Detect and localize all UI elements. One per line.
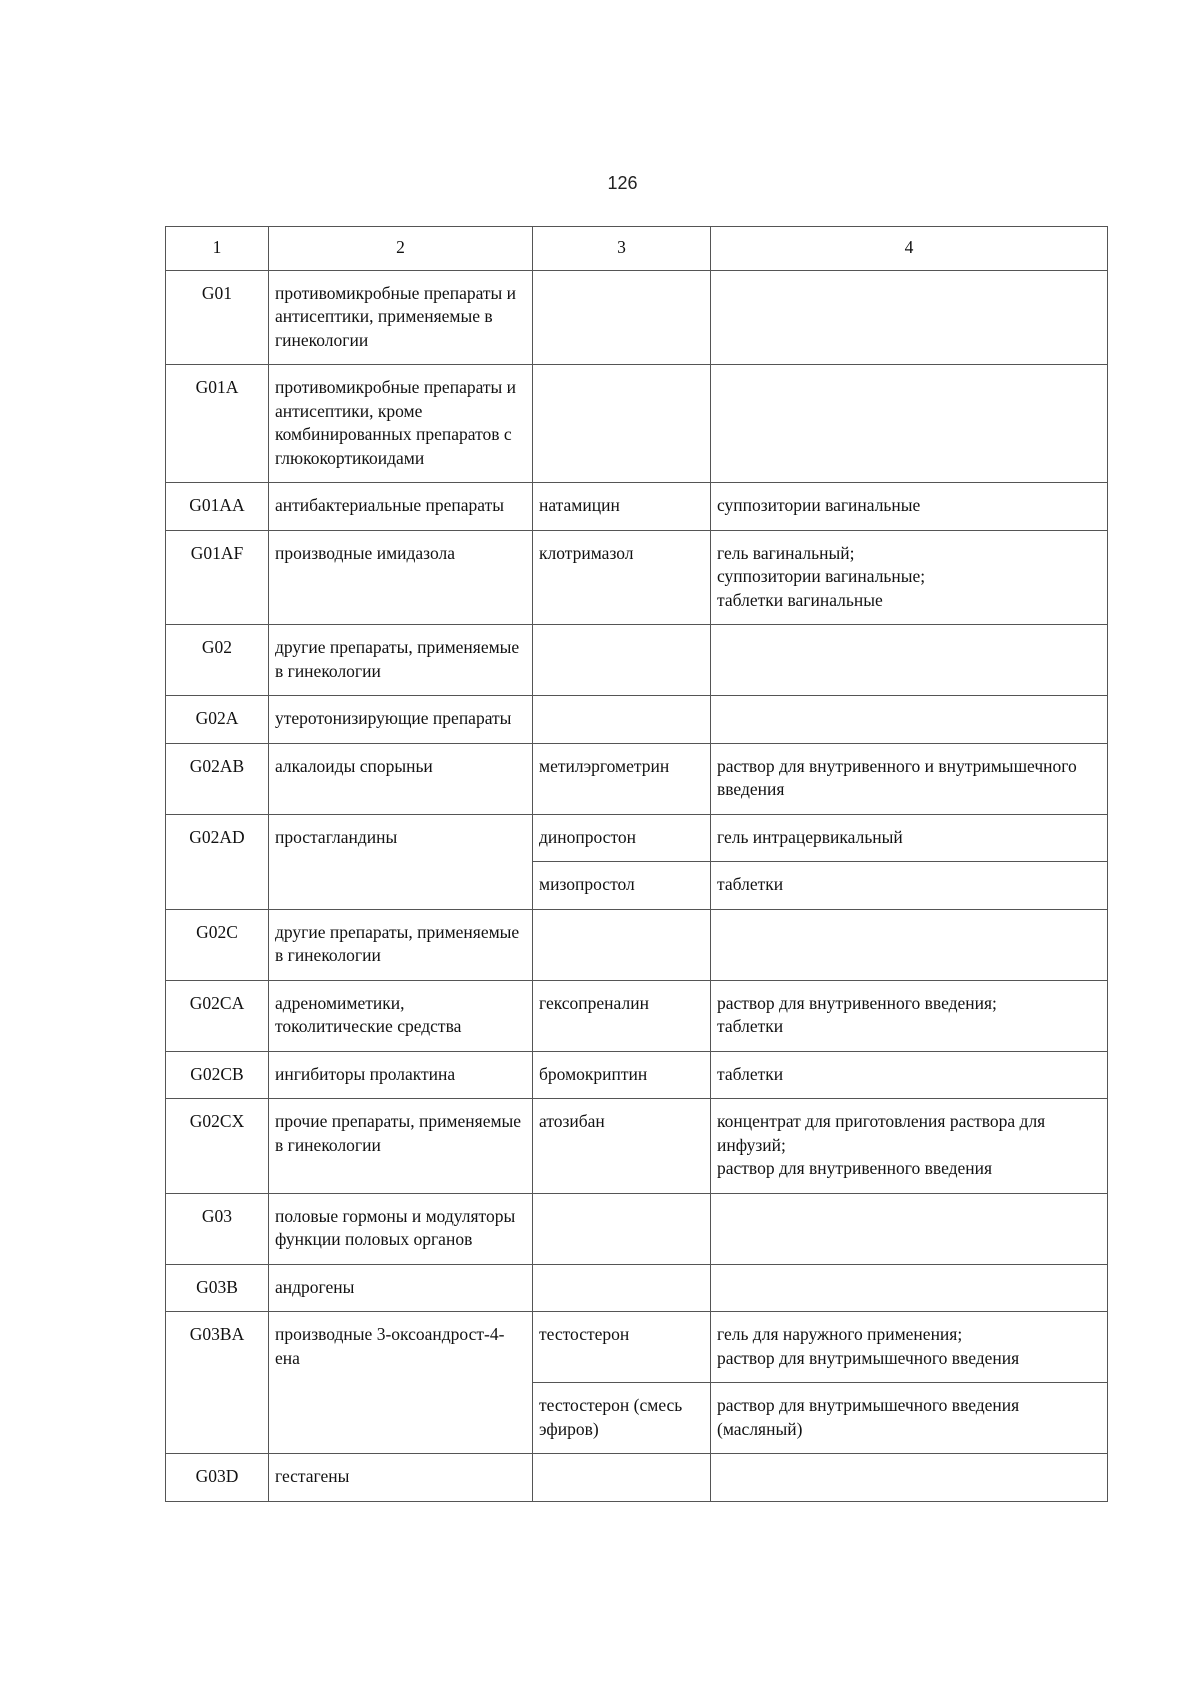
drug-name-cell [533, 909, 711, 980]
dosage-form-cell [711, 862, 1108, 910]
atc-code-cell: G02AB [166, 743, 269, 814]
table-body [166, 270, 1108, 1501]
anatomical-group-cell: утеротонизирующие препараты [269, 696, 533, 744]
table-row [166, 1051, 1108, 1099]
dosage-form-line: гель вагинальный; [717, 542, 855, 563]
anatomical-group-cell: производные имидазола [269, 530, 533, 625]
table-row [166, 530, 1108, 625]
dosage-form-cell [711, 1383, 1108, 1454]
dosage-form-line: раствор для внутримышечного введения [717, 1347, 1020, 1368]
atc-code-cell: G01 [166, 270, 269, 365]
drug-name-cell: атозибан [533, 1099, 711, 1194]
dosage-form-line: концентрат для приготовления раствора для инфузий; [717, 1111, 1046, 1155]
dosage-form-line: раствор для внутривенного введения; [717, 992, 997, 1013]
table-row [166, 365, 1108, 483]
drug-name-cell: тестостерон (смесь эфиров) [533, 1383, 711, 1454]
table-header [166, 227, 1108, 271]
dosage-form-line: таблетки [717, 874, 784, 894]
header-col-2: 2 [269, 227, 533, 271]
anatomical-group-cell: другие препараты, применяемые в гинекологии [269, 625, 533, 696]
header-col-3: 3 [533, 227, 711, 271]
dosage-form-line: суппозитории вагинальные [717, 495, 921, 515]
dosage-form-cell [711, 365, 1108, 483]
table-row [166, 980, 1108, 1051]
dosage-form-line: раствор для внутривенного введения [717, 1158, 993, 1178]
dosage-form-cell [711, 814, 1108, 862]
drug-name-cell [533, 365, 711, 483]
drug-name-cell [533, 1454, 711, 1502]
atc-code-cell: G03D [166, 1454, 269, 1502]
anatomical-group-cell: простагландины [269, 814, 533, 909]
dosage-form-cell [711, 980, 1108, 1051]
table-row [166, 1193, 1108, 1264]
atc-code-cell: G02AD [166, 814, 269, 909]
table-row [166, 696, 1108, 744]
dosage-form-cell [711, 270, 1108, 365]
table-row [166, 483, 1108, 531]
drug-name-cell [533, 1193, 711, 1264]
dosage-form-cell [711, 530, 1108, 625]
anatomical-group-cell: прочие препараты, применяемые в гинекологии [269, 1099, 533, 1194]
drug-name-cell: клотримазол [533, 530, 711, 625]
anatomical-group-cell: производные 3-оксоандрост-4-ена [269, 1312, 533, 1454]
dosage-form-line: раствор для внутримышечного введения (масляный) [717, 1395, 1020, 1439]
dosage-form-cell [711, 1454, 1108, 1502]
atc-code-cell: G02CX [166, 1099, 269, 1194]
anatomical-group-cell: половые гормоны и модуляторы функции половых органов [269, 1193, 533, 1264]
dosage-form-line: таблетки [717, 1016, 784, 1036]
dosage-form-cell [711, 909, 1108, 980]
drug-name-cell [533, 1264, 711, 1312]
drug-name-cell: натамицин [533, 483, 711, 531]
atc-code-cell: G03B [166, 1264, 269, 1312]
drug-name-cell [533, 625, 711, 696]
drug-name-cell: метилэргометрин [533, 743, 711, 814]
dosage-form-cell [711, 1193, 1108, 1264]
table-row [166, 909, 1108, 980]
anatomical-group-cell: адреномиметики, токолитические средства [269, 980, 533, 1051]
dosage-form-line: гель интрацервикальный [717, 826, 903, 847]
drug-name-cell: мизопростол [533, 862, 711, 910]
header-col-4: 4 [711, 227, 1108, 271]
drug-name-cell: гексопреналин [533, 980, 711, 1051]
table-row [166, 270, 1108, 365]
header-row [166, 227, 1108, 271]
dosage-form-cell [711, 1312, 1108, 1383]
page-number: 126 [607, 173, 638, 193]
atc-code-cell: G03BA [166, 1312, 269, 1454]
atc-code-cell: G02C [166, 909, 269, 980]
dosage-form-cell [711, 1264, 1108, 1312]
anatomical-group-cell: другие препараты, применяемые в гинекологии [269, 909, 533, 980]
table-row [166, 743, 1108, 814]
drug-name-cell: бромокриптин [533, 1051, 711, 1099]
anatomical-group-cell: антибактериальные препараты [269, 483, 533, 531]
table-row [166, 1454, 1108, 1502]
atc-code-cell: G03 [166, 1193, 269, 1264]
drug-name-cell [533, 270, 711, 365]
dosage-form-cell [711, 625, 1108, 696]
atc-code-cell: G01A [166, 365, 269, 483]
drug-name-cell: тестостерон [533, 1312, 711, 1383]
drug-classification-table [165, 226, 1108, 1502]
atc-code-cell: G02 [166, 625, 269, 696]
dosage-form-line: суппозитории вагинальные; [717, 566, 926, 586]
atc-code-cell: G01AA [166, 483, 269, 531]
anatomical-group-cell: противомикробные препараты и антисептики, кроме комбинированных препаратов с глюкокортикоидами [269, 365, 533, 483]
header-col-1: 1 [166, 227, 269, 271]
dosage-form-cell [711, 1099, 1108, 1194]
table-row [166, 814, 1108, 862]
dosage-form-line: таблетки [717, 1063, 784, 1084]
anatomical-group-cell: противомикробные препараты и антисептики, применяемые в гинекологии [269, 270, 533, 365]
dosage-form-cell [711, 696, 1108, 744]
anatomical-group-cell: андрогены [269, 1264, 533, 1312]
atc-code-cell: G02CB [166, 1051, 269, 1099]
dosage-form-cell [711, 483, 1108, 531]
anatomical-group-cell: ингибиторы пролактина [269, 1051, 533, 1099]
dosage-form-line: таблетки вагинальные [717, 589, 883, 610]
drug-name-cell [533, 696, 711, 744]
atc-code-cell: G02CA [166, 980, 269, 1051]
anatomical-group-cell: алкалоиды спорыньи [269, 743, 533, 814]
atc-code-cell: G01AF [166, 530, 269, 625]
anatomical-group-cell: гестагены [269, 1454, 533, 1502]
dosage-form-line: раствор для внутривенного и внутримышечного введения [717, 755, 1077, 799]
table-row [166, 625, 1108, 696]
dosage-form-cell [711, 743, 1108, 814]
table-row [166, 1312, 1108, 1383]
table-row [166, 1099, 1108, 1194]
dosage-form-cell [711, 1051, 1108, 1099]
atc-code-cell: G02A [166, 696, 269, 744]
table-row [166, 1264, 1108, 1312]
dosage-form-line: гель для наружного применения; [717, 1324, 963, 1344]
drug-name-cell: динопростон [533, 814, 711, 862]
